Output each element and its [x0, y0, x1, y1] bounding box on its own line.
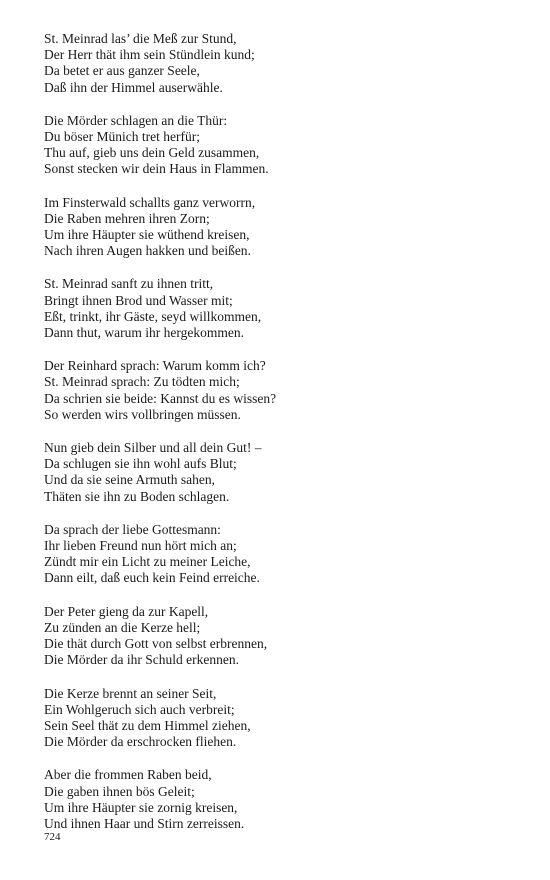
verse-line: Du böser Münich tret herfür; — [44, 129, 200, 145]
verse-line: Dann thut, warum ihr hergekommen. — [44, 325, 244, 341]
verse-line: Nach ihren Augen hakken und beißen. — [44, 243, 251, 259]
stanza-8 — [44, 604, 524, 669]
verse-line: Um ihre Häupter sie wüthend kreisen, — [44, 227, 250, 243]
verse-line: Sein Seel thät zu dem Himmel ziehen, — [44, 717, 251, 733]
verse-line: Und ihnen Haar und Stirn zerreissen. — [44, 815, 245, 831]
verse-line: Thu auf, gieb uns dein Geld zusammen, — [44, 145, 260, 161]
stanza-1 — [44, 31, 524, 96]
verse-line: St. Meinrad sanft zu ihnen tritt, — [44, 276, 214, 292]
stanza-7 — [44, 522, 524, 587]
verse-line: Da schlugen sie ihn wohl aufs Blut; — [44, 456, 237, 472]
verse-line: Ihr lieben Freund nun hört mich an; — [44, 538, 237, 554]
verse-line: Nun gieb dein Silber und all dein Gut! – — [44, 440, 262, 456]
verse-line: Die Kerze brennt an seiner Seit, — [44, 685, 217, 701]
verse-line: So werden wirs vollbringen müssen. — [44, 406, 241, 422]
stanza-4 — [44, 276, 524, 341]
verse-line: St. Meinrad las’ die Meß zur Stund, — [44, 31, 237, 46]
verse-line: Die Raben mehren ihren Zorn; — [44, 210, 210, 226]
stanza-9 — [44, 686, 524, 751]
stanza-3 — [44, 195, 524, 260]
stanza-6 — [44, 440, 524, 505]
verse-line: Die thät durch Gott von selbst erbrennen, — [44, 636, 268, 652]
verse-line: Der Reinhard sprach: Warum komm ich? — [44, 358, 266, 374]
page-number: 724 — [44, 831, 61, 843]
verse-line: Aber die frommen Raben beid, — [44, 767, 212, 783]
verse-line: Im Finsterwald schallts ganz verworrn, — [44, 194, 256, 210]
verse-line: Da betet er aus ganzer Seele, — [44, 63, 200, 79]
verse-line: Die Mörder da ihr Schuld erkennen. — [44, 652, 239, 668]
stanza-2 — [44, 113, 524, 178]
verse-line: Zu zünden an die Kerze hell; — [44, 619, 201, 635]
verse-line: Bringt ihnen Brod und Wasser mit; — [44, 292, 233, 308]
verse-line: Da schrien sie beide: Kannst du es wissen? — [44, 390, 277, 406]
verse-line: Da sprach der liebe Gottesmann: — [44, 521, 221, 537]
verse-line: Eßt, trinkt, ihr Gäste, seyd willkommen, — [44, 308, 262, 324]
verse-line: Um ihre Häupter sie zornig kreisen, — [44, 799, 238, 815]
stanza-5 — [44, 358, 524, 423]
verse-line: Dann eilt, daß euch kein Feind erreiche. — [44, 570, 260, 586]
verse-line: Thäten sie ihn zu Boden schlagen. — [44, 488, 230, 504]
verse-line: Die Mörder da erschrocken fliehen. — [44, 734, 237, 750]
verse-line: Ein Wohlgeruch sich auch verbreit; — [44, 701, 235, 717]
stanza-10 — [44, 767, 524, 832]
poem-body — [44, 31, 524, 849]
verse-line: Und da sie seine Armuth sahen, — [44, 472, 215, 488]
verse-line: Die gaben ihnen bös Geleit; — [44, 783, 195, 799]
verse-line: Der Peter gieng da zur Kapell, — [44, 603, 209, 619]
verse-line: St. Meinrad sprach: Zu tödten mich; — [44, 374, 240, 390]
verse-line: Daß ihn der Himmel auserwähle. — [44, 79, 223, 95]
verse-line: Zündt mir ein Licht zu meiner Leiche, — [44, 554, 251, 570]
verse-line: Die Mörder schlagen an die Thür: — [44, 112, 228, 128]
verse-line: Sonst stecken wir dein Haus in Flammen. — [44, 161, 269, 177]
verse-line: Der Herr thät ihm sein Stündlein kund; — [44, 47, 255, 63]
